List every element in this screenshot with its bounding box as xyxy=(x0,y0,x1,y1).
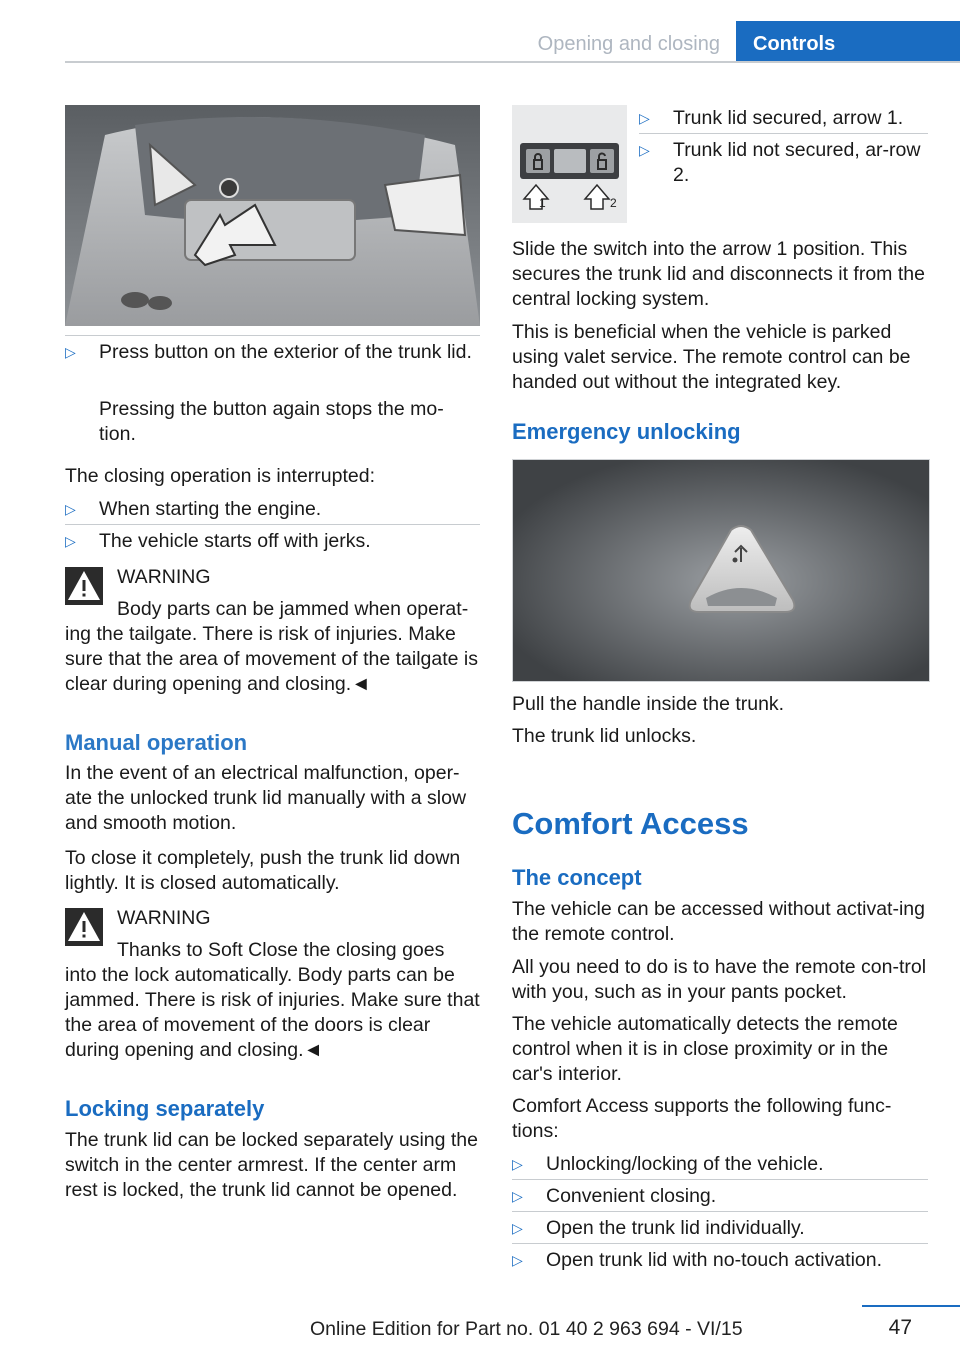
bullet-triangle-icon: ▷ xyxy=(512,1252,523,1268)
bullet-triangle-icon: ▷ xyxy=(65,533,76,549)
list-divider xyxy=(512,1179,928,1180)
list-item: ▷ Open trunk lid with no-touch activation. xyxy=(512,1249,883,1271)
warning-block xyxy=(65,565,480,697)
locking-paragraph: The trunk lid can be locked separately using the switch in the center armrest. If the center arm rest is locked, the trunk lid cannot be opened. xyxy=(65,1129,478,1201)
list-divider xyxy=(65,524,480,525)
image-divider xyxy=(65,335,480,336)
list-divider xyxy=(639,133,928,134)
manual-paragraph-1: In the event of an electrical malfunction, oper-ate the unlocked trunk lid manually with a slow and smooth motion. xyxy=(65,762,467,834)
trunk-unlocks-text: The trunk lid unlocks. xyxy=(512,725,697,747)
warning-label: WARNING xyxy=(117,907,211,929)
bullet-triangle-icon: ▷ xyxy=(512,1220,523,1236)
warning-text: into the lock automatically. Body parts can be jammed. There is risk of injuries. Make sure that the area of movement of the doors is clear during opening and closing.◄ xyxy=(65,964,480,1061)
list-item-continuation: Pressing the button again stops the mo-tion. xyxy=(99,398,444,445)
car-rear-illustration xyxy=(65,105,480,326)
manual-operation-heading: Manual operation xyxy=(65,730,248,755)
concept-paragraph-2: All you need to do is to have the remote con-trol with you, such as in your pants pocket. xyxy=(512,956,927,1003)
list-divider xyxy=(512,1211,928,1212)
page-number: 47 xyxy=(888,1316,912,1339)
bullet-triangle-icon: ▷ xyxy=(639,110,650,126)
header-chapter-label: Controls xyxy=(753,33,836,55)
list-item: ▷ Trunk lid secured, arrow 1. xyxy=(639,107,904,129)
warning-block xyxy=(65,906,480,1063)
list-divider xyxy=(512,1243,928,1244)
bullet-triangle-icon: ▷ xyxy=(65,344,76,360)
bullet-triangle-icon: ▷ xyxy=(512,1156,523,1172)
list-item: ▷ Press button on the exterior of the trunk lid. xyxy=(65,341,472,363)
header-rule xyxy=(65,61,960,63)
emergency-handle-photo xyxy=(512,459,930,682)
bullet-triangle-icon: ▷ xyxy=(65,501,76,517)
comfort-access-heading: Comfort Access xyxy=(512,806,749,841)
concept-paragraph-4: Comfort Access supports the following func-tions: xyxy=(512,1095,892,1142)
emergency-unlocking-heading: Emergency unlocking xyxy=(512,419,741,444)
slide-paragraph: Slide the switch into the arrow 1 position. This secures the trunk lid and disconnects it from the central locking system. xyxy=(512,238,925,310)
interrupted-intro: The closing operation is interrupted: xyxy=(65,465,376,487)
switch-arrow-2-label: 2 xyxy=(610,196,617,210)
pull-handle-text: Pull the handle inside the trunk. xyxy=(512,693,785,715)
trunk-switch-illustration xyxy=(512,105,627,223)
warning-lead: Thanks to Soft Close the closing goes xyxy=(117,939,445,961)
valet-paragraph: This is beneficial when the vehicle is parked using valet service. The remote control can be handed out without the integrated key. xyxy=(512,321,911,393)
trunk-lid-photo xyxy=(65,105,480,326)
warning-triangle-icon xyxy=(65,908,103,946)
concept-heading: The concept xyxy=(512,865,642,890)
footer-rule xyxy=(862,1305,960,1307)
warning-text: ing the tailgate. There is risk of injuries. Make sure that the area of movement of the tailgate is clear during opening and closing.◄ xyxy=(65,623,478,695)
header-chapter-tab[interactable] xyxy=(736,21,960,63)
bullet-triangle-icon: ▷ xyxy=(639,142,650,158)
switch-arrow-1-label: 1 xyxy=(539,196,546,210)
warning-lead: Body parts can be jammed when operat- xyxy=(117,598,469,620)
list-item: ▷ When starting the engine. xyxy=(65,498,322,520)
header-section-title: Opening and closing xyxy=(537,33,720,55)
list-item: ▷ Trunk lid not secured, ar-row 2. xyxy=(639,139,921,186)
list-item: ▷ The vehicle starts off with jerks. xyxy=(65,530,371,552)
online-edition-note: Online Edition for Part no. 01 40 2 963 694 - VI/15 xyxy=(310,1318,743,1340)
bullet-triangle-icon: ▷ xyxy=(512,1188,523,1204)
manual-paragraph-2: To close it completely, push the trunk lid down lightly. It is closed automatically. xyxy=(65,847,461,894)
list-item: ▷ Open the trunk lid individually. xyxy=(512,1217,805,1239)
concept-paragraph-3: The vehicle automatically detects the remote control when it is in close proximity or in the car's interior. xyxy=(512,1013,898,1085)
warning-label: WARNING xyxy=(117,566,211,588)
warning-triangle-icon xyxy=(65,567,103,605)
locking-separately-heading: Locking separately xyxy=(65,1096,265,1121)
concept-paragraph-1: The vehicle can be accessed without activat-ing the remote control. xyxy=(512,898,925,945)
list-item: ▷ Unlocking/locking of the vehicle. xyxy=(512,1153,824,1175)
list-item: ▷ Convenient closing. xyxy=(512,1185,717,1207)
